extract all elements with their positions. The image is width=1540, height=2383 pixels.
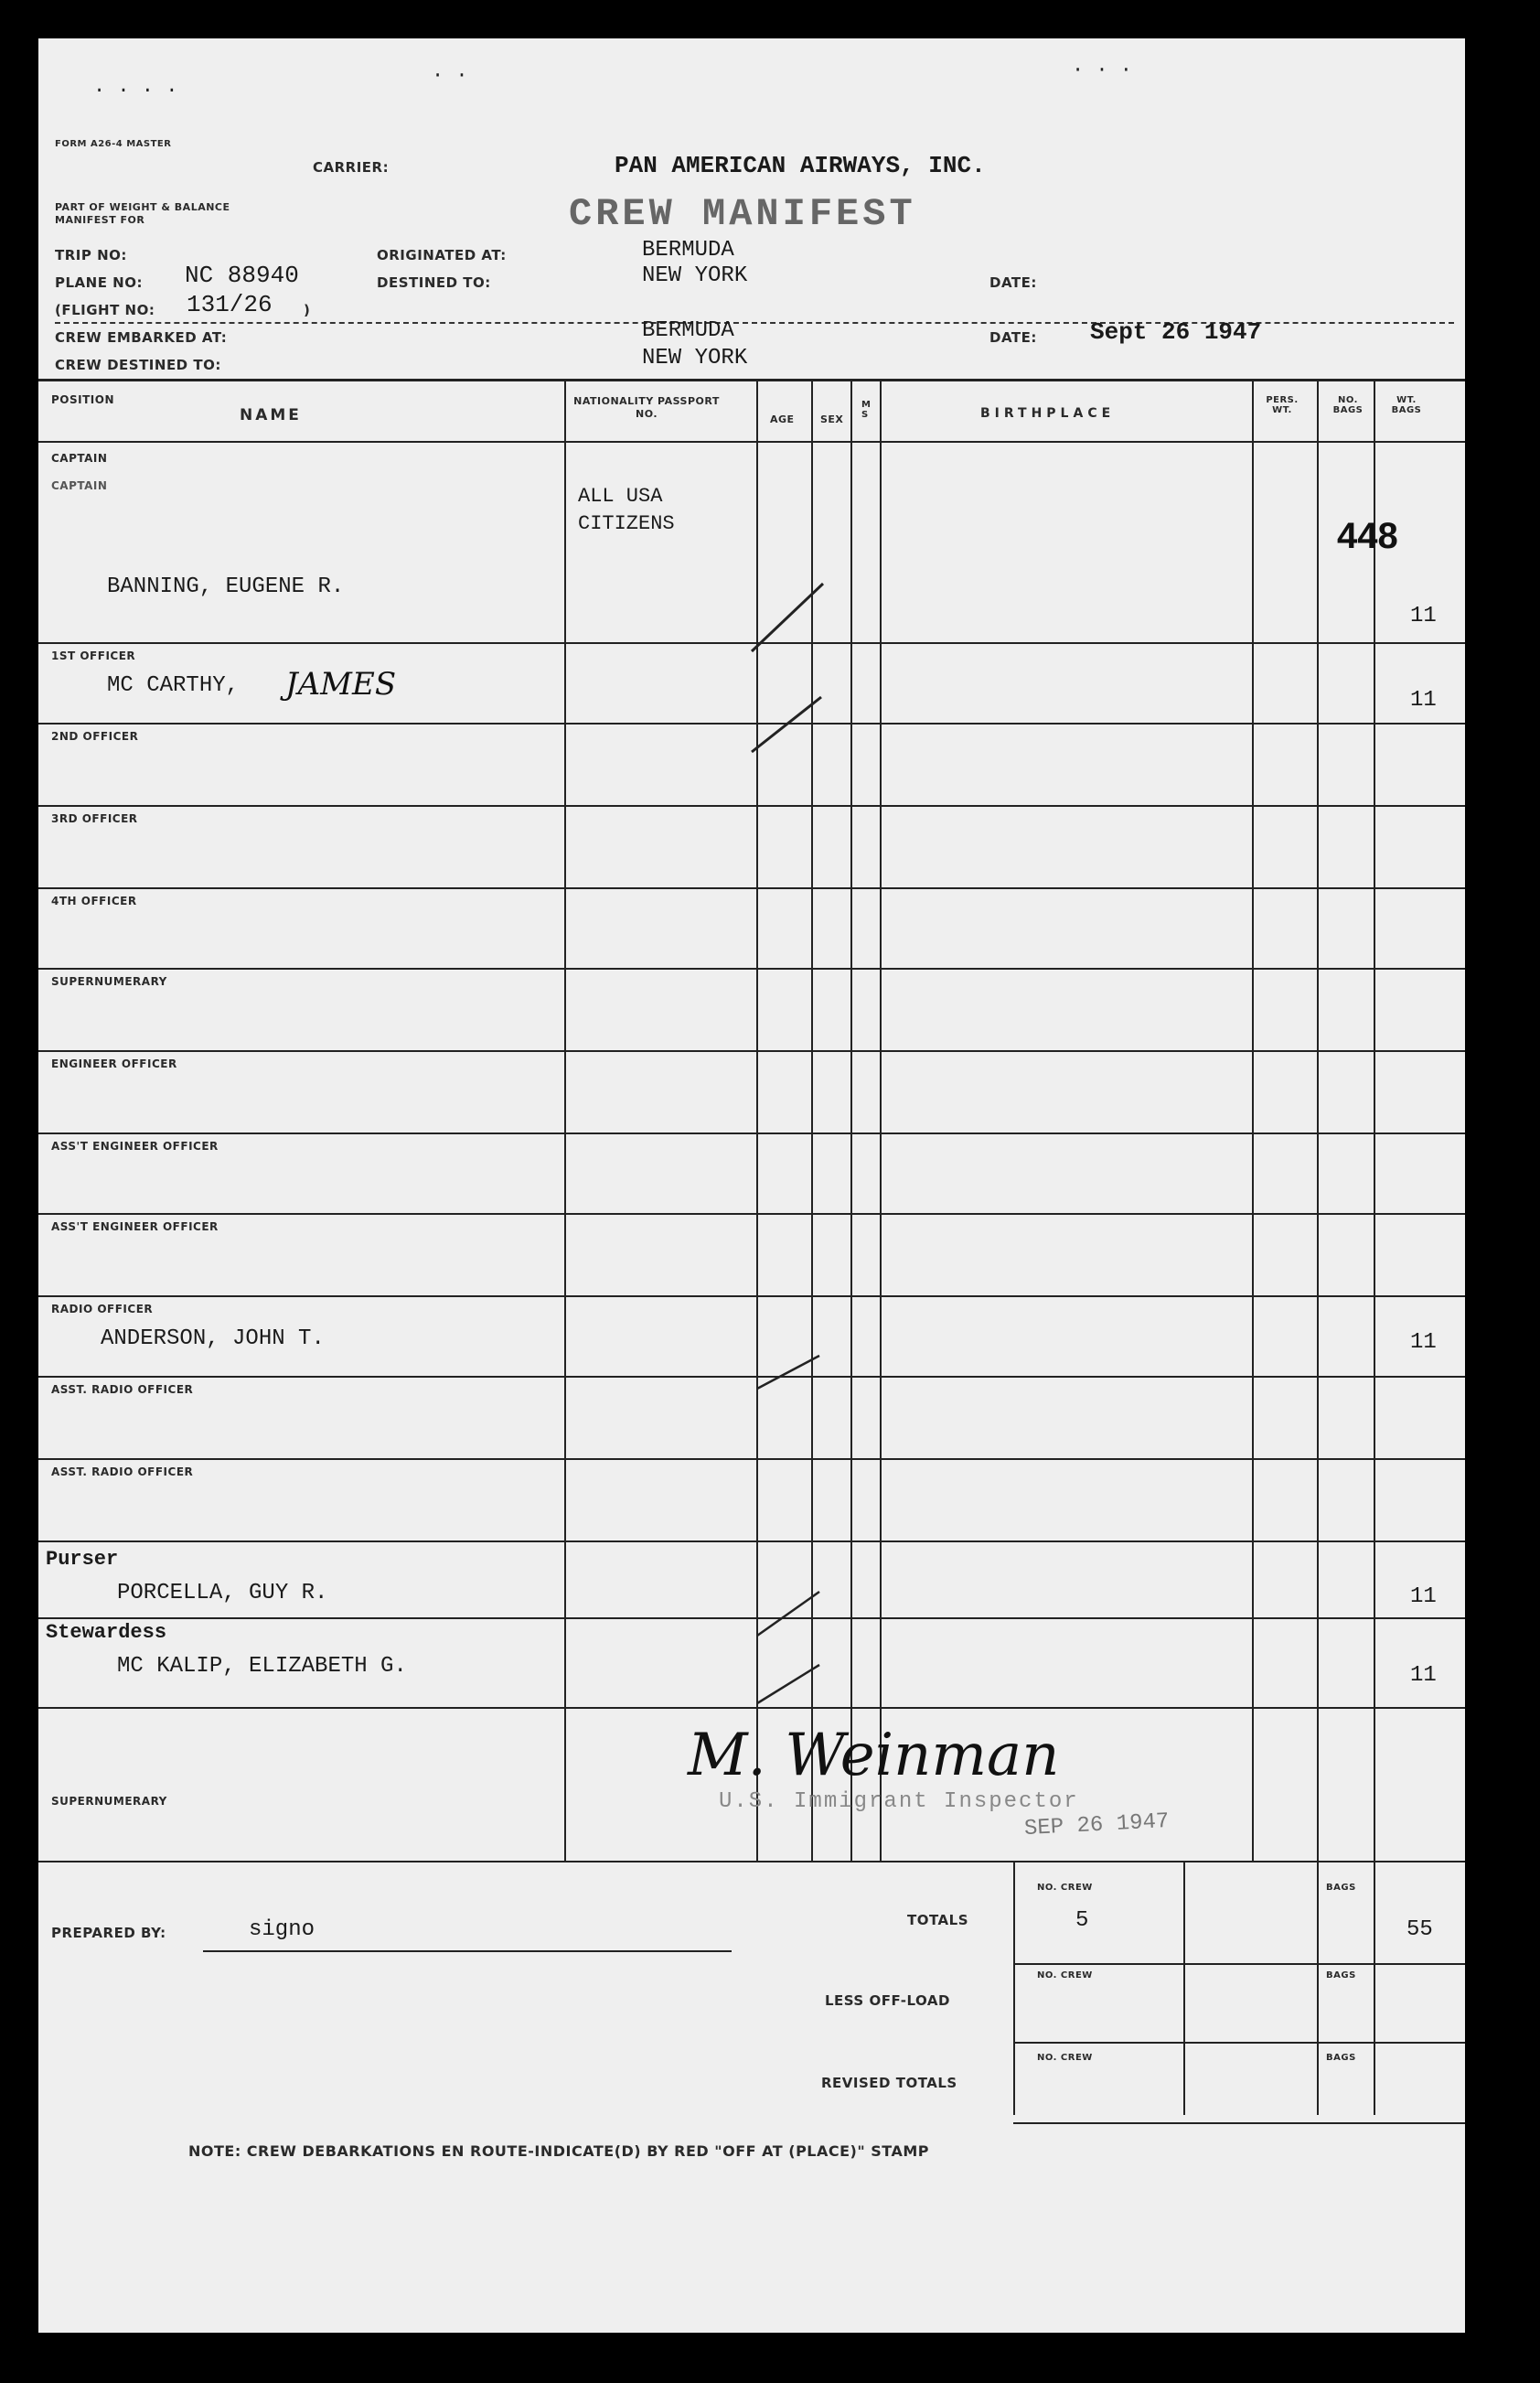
totals-vline-3: [1317, 1861, 1319, 2115]
vline-name: [564, 379, 566, 1861]
manifest-page: [38, 38, 1465, 2333]
check-marks-lower: [743, 1319, 834, 1758]
row-line: [38, 1213, 1465, 1215]
row-position: SUPERNUMERARY: [51, 1795, 167, 1808]
vline-ms: [880, 379, 882, 1861]
flight-no-label: (FLIGHT NO:: [55, 302, 155, 318]
vline-bags: [1374, 379, 1375, 1861]
row-position: 4TH OFFICER: [51, 895, 137, 907]
col-age: AGE: [770, 413, 795, 425]
crew-total: 5: [1075, 1908, 1089, 1933]
inspector-signature: M. Weinman: [688, 1722, 1060, 1789]
destined-value: NEW YORK: [642, 263, 748, 288]
row-position: Stewardess: [46, 1621, 167, 1644]
stamp-title: U.S. Immigrant Inspector: [719, 1789, 1079, 1814]
col-birthplace: BIRTHPLACE: [980, 406, 1116, 421]
row-position: Purser: [46, 1548, 119, 1571]
row-name: PORCELLA, GUY R.: [117, 1581, 328, 1605]
vline-pers: [1317, 379, 1319, 1861]
carrier-value: PAN AMERICAN AIRWAYS, INC.: [615, 152, 986, 179]
totals-hline-2: [1013, 2042, 1465, 2044]
form-id: FORM A26-4 MASTER: [55, 139, 172, 149]
row-bags: 11: [1410, 688, 1437, 713]
plane-no-label: PLANE NO:: [55, 274, 143, 291]
part-of-label: PART OF WEIGHT & BALANCE MANIFEST FOR: [55, 201, 230, 226]
check-mark: [752, 584, 823, 651]
row-position: RADIO OFFICER: [51, 1303, 154, 1315]
row-bags: 11: [1410, 1663, 1437, 1688]
col-sex: SEX: [820, 413, 844, 425]
originated-label: ORIGINATED AT:: [377, 247, 507, 263]
row-position: ASS'T ENGINEER OFFICER: [51, 1140, 219, 1153]
row-position: ENGINEER OFFICER: [51, 1057, 177, 1070]
vline-birth: [1252, 379, 1254, 1861]
row-bags: 11: [1410, 604, 1437, 628]
crew-embarked-label: CREW EMBARKED AT:: [55, 329, 228, 346]
date2-value: Sept 26 1947: [1090, 318, 1262, 346]
no-crew-label: NO. CREW: [1037, 2053, 1093, 2063]
totals-hline-3: [1013, 2122, 1465, 2124]
totals-hline-1: [1013, 1963, 1465, 1965]
totals-label: TOTALS: [907, 1912, 969, 1928]
row-position: ASST. RADIO OFFICER: [51, 1465, 194, 1478]
row-position: ASS'T ENGINEER OFFICER: [51, 1220, 219, 1233]
nationality-value: ALL USA CITIZENS: [578, 485, 675, 535]
crew-destined-value: NEW YORK: [642, 346, 748, 370]
row-position: SUPERNUMERARY: [51, 975, 167, 988]
bags-label: BAGS: [1326, 1883, 1356, 1893]
stamp-date: SEP 26 1947: [1023, 1809, 1171, 1842]
bags-label: BAGS: [1326, 2053, 1356, 2063]
crew-embarked-value: BERMUDA: [642, 318, 734, 343]
prepared-by-label: PREPARED BY:: [51, 1925, 166, 1941]
col-no-bags: NO. BAGS: [1332, 395, 1364, 415]
trip-no-label: TRIP NO:: [55, 247, 127, 263]
col-nationality: NATIONALITY PASSPORT NO.: [573, 395, 720, 420]
check-mark: [757, 1356, 819, 1389]
bags-total: 55: [1406, 1917, 1433, 1942]
bags-label: BAGS: [1326, 1970, 1356, 1980]
table-top-line: [38, 379, 1465, 381]
col-position: POSITION: [51, 393, 114, 406]
date-label: DATE:: [989, 274, 1037, 291]
check-mark: [752, 697, 821, 752]
handwritten-weight: 448: [1337, 516, 1398, 556]
revised-totals-label: REVISED TOTALS: [821, 2075, 957, 2091]
top-marks-2: · ·: [432, 64, 468, 87]
col-wt-bags: WT. BAGS: [1391, 395, 1422, 415]
no-crew-label: NO. CREW: [1037, 1970, 1093, 1980]
vline-sex: [850, 379, 852, 1861]
row-bags: 11: [1410, 1584, 1437, 1609]
row-position: CAPTAIN: [51, 452, 108, 465]
no-crew-label: NO. CREW: [1037, 1883, 1093, 1893]
prepared-by-value: signo: [249, 1917, 315, 1942]
totals-vline-2: [1183, 1861, 1185, 2115]
col-ms: M S: [861, 400, 872, 420]
row-position: 3RD OFFICER: [51, 812, 138, 825]
carrier-label: CARRIER:: [313, 159, 390, 176]
row-line: [38, 1132, 1465, 1134]
row-name: MC CARTHY,: [107, 673, 240, 698]
header-bottom-line: [38, 441, 1465, 443]
crew-destined-label: CREW DESTINED TO:: [55, 357, 221, 373]
row-position: 1ST OFFICER: [51, 649, 136, 662]
flight-no-value: 131/26: [187, 291, 273, 318]
less-offload-label: LESS OFF-LOAD: [825, 1992, 950, 2009]
row-position: CAPTAIN: [51, 479, 108, 492]
check-mark: [757, 1592, 819, 1636]
plane-no-value: NC 88940: [185, 262, 299, 289]
col-name: NAME: [240, 406, 302, 424]
flight-no-close: ): [304, 302, 311, 318]
row-line: [38, 1295, 1465, 1297]
top-marks: . . . .: [93, 75, 178, 98]
date2-label: DATE:: [989, 329, 1037, 346]
row-position: ASST. RADIO OFFICER: [51, 1383, 194, 1396]
totals-vline-4: [1374, 1861, 1375, 2115]
check-marks: [743, 532, 834, 1118]
row-name: ANDERSON, JOHN T.: [101, 1326, 325, 1351]
destined-label: DESTINED TO:: [377, 274, 491, 291]
table-bottom-line: [38, 1861, 1465, 1862]
check-mark: [757, 1665, 819, 1703]
prepared-by-line: [203, 1950, 732, 1952]
totals-vline-1: [1013, 1861, 1015, 2115]
top-marks-3: · · ·: [1072, 59, 1133, 81]
row-name: BANNING, EUGENE R.: [107, 574, 345, 599]
col-pers-wt: PERS. WT.: [1266, 395, 1299, 415]
row-name: MC KALIP, ELIZABETH G.: [117, 1654, 407, 1679]
originated-value: BERMUDA: [642, 238, 734, 263]
footer-note: NOTE: CREW DEBARKATIONS EN ROUTE-INDICATE(D) BY RED "OFF AT (PLACE)" STAMP: [188, 2142, 929, 2160]
row-position: 2ND OFFICER: [51, 730, 139, 743]
row-bags: 11: [1410, 1330, 1437, 1355]
page-title: CREW MANIFEST: [569, 192, 916, 236]
row-handwritten-name: JAMES: [285, 666, 397, 703]
